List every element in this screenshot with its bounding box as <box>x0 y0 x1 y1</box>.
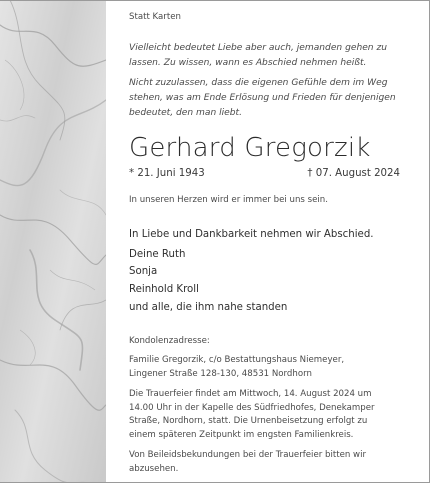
mourner-name: Reinhold Kroll <box>129 284 199 295</box>
ceremony-line-1: Die Trauerfeier findet am Mittwoch, 14. August 2024 um <box>129 389 372 399</box>
ceremony-line-4: einem späteren Zeitpunkt im engsten Familienkreis. <box>129 430 354 440</box>
birth-date: * 21. Juni 1943 <box>129 168 205 179</box>
statt-karten-label: Statt Karten <box>129 12 181 22</box>
memory-line: In unseren Herzen wird er immer bei uns sein. <box>129 195 328 205</box>
closing-line-1: Von Beileidsbekundungen bei der Trauerfeier bitten wir <box>129 450 366 460</box>
mourner-name: Deine Ruth <box>129 249 186 260</box>
notice-text-column <box>129 0 414 483</box>
death-date: † 07. August 2024 <box>307 168 400 179</box>
condolence-address-line-2: Lingener Straße 128-130, 48531 Nordhorn <box>129 369 312 379</box>
quote-line-2: lassen. Zu wissen, wann es Abschied nehmen heißt. <box>129 58 367 68</box>
ceremony-line-2: 14.00 Uhr in der Kapelle des Südfriedhofes, Denekamper <box>129 403 375 413</box>
quote-line-3: Nicht zuzulassen, dass die eigenen Gefühle dem im Weg <box>129 78 388 88</box>
marble-veins-image <box>0 0 106 483</box>
deceased-name: Gerhard Gregorzik <box>129 133 371 163</box>
mourner-name: Sonja <box>129 266 158 277</box>
farewell-intro: In Liebe und Dankbarkeit nehmen wir Abschied. <box>129 229 374 240</box>
mourner-name: und alle, die ihm nahe standen <box>129 302 288 313</box>
quote-line-1: Vielleicht bedeutet Liebe aber auch, jemanden gehen zu <box>129 43 387 53</box>
closing-line-2: abzusehen. <box>129 464 179 474</box>
quote-line-4: stehen, was am Ende Erlösung und Frieden für denjenigen <box>129 93 396 103</box>
quote-line-5: bedeutet, den man liebt. <box>129 108 242 118</box>
marble-texture-panel <box>0 0 106 483</box>
condolence-label: Kondolenzadresse: <box>129 336 210 346</box>
condolence-address-line-1: Familie Gregorzik, c/o Bestattungshaus Niemeyer, <box>129 355 345 365</box>
ceremony-line-3: Straße, Nordhorn, statt. Die Urnenbeisetzung erfolgt zu <box>129 416 368 426</box>
frame-border-top <box>0 0 430 1</box>
